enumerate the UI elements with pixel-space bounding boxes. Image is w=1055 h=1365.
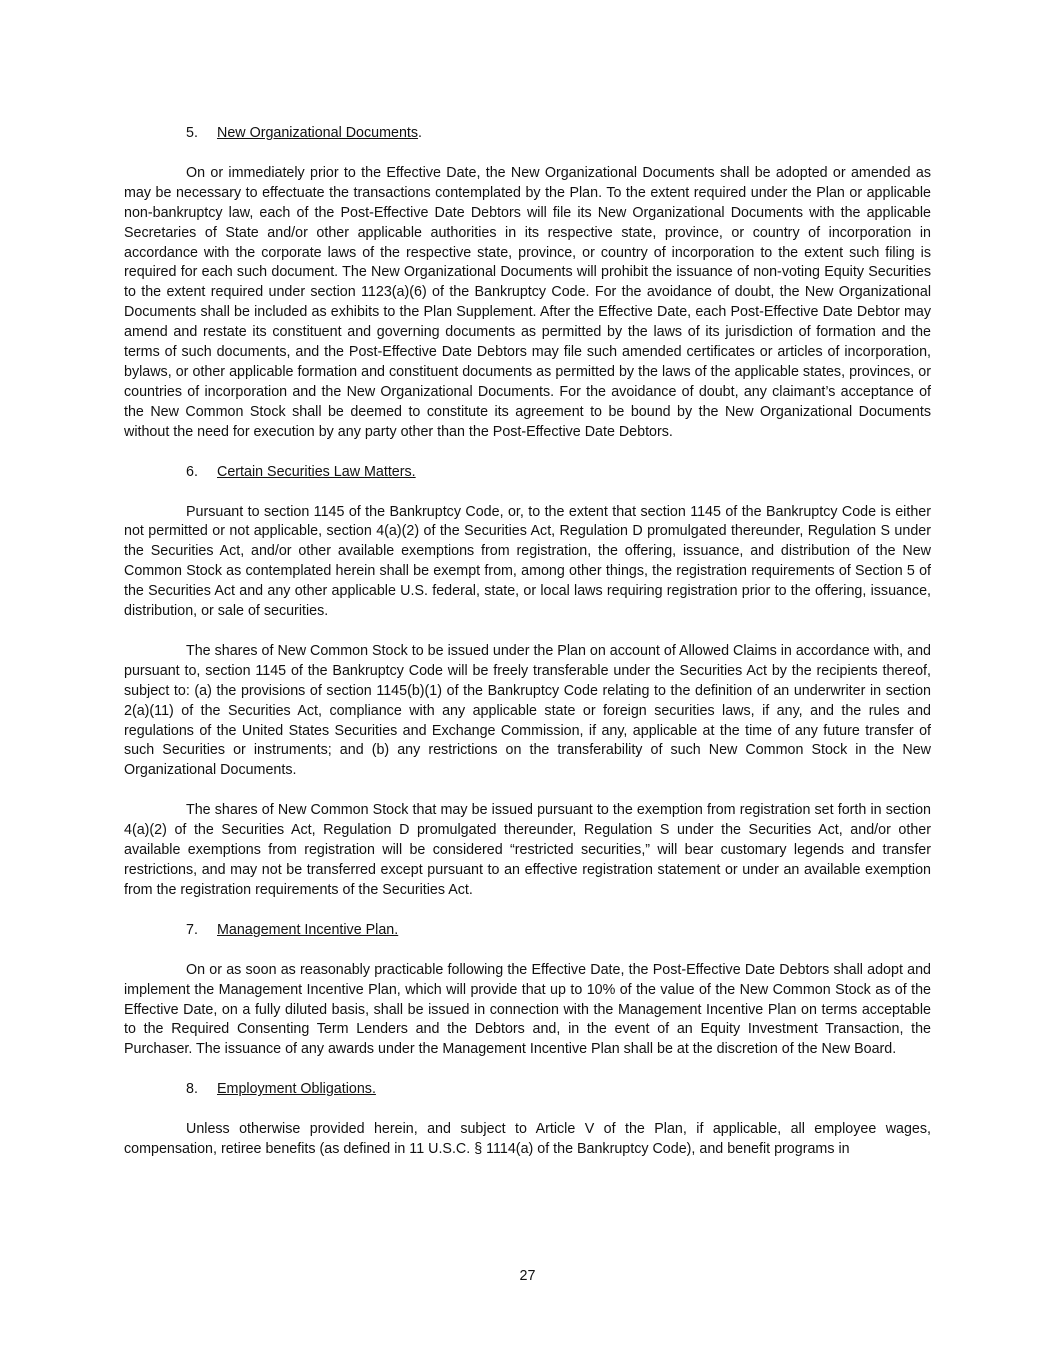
paragraph: Unless otherwise provided herein, and subject to Article V of the Plan, if applicable, all employee wages, compensation, retiree benefits (as defined in 11 U.S.C. § 1114(a) of the Bankruptcy Code), and benefit programs in (124, 1121, 931, 1158)
section-heading-8 (124, 1080, 931, 1100)
paragraph: On or as soon as reasonably practicable following the Effective Date, the Post-Effective Date Debtors shall adopt and implement the Management Incentive Plan, which will provide that up to 10% of the value of the New Common Stock as of the Effective Date, on a fully diluted basis, shall be issued in connection with the Management Incentive Plan on terms acceptable to the Required Consenting Term Lenders and the Debtors and, in the event of an Equity Investment Transaction, the Purchaser. The issuance of any awards under the Management Incentive Plan shall be at the discretion of the New Board. (124, 961, 931, 1058)
section-number: 7. (186, 921, 198, 938)
paragraph: On or immediately prior to the Effective Date, the New Organizational Documents shall be adopted or amended as may be necessary to effectuate the transactions contemplated by the Plan. To the extent required under the Plan or applicable non-bankruptcy law, each of the Post-Effective Date Debtors will file its New Organizational Documents with the applicable Secretaries of State and/or other applicable authorities in its respective state, province, or country of incorporation in accordance with the corporate laws of the respective state, province, or country of incorporation to the extent such filing is required for each such document. The New Organizational Documents will prohibit the issuance of non-voting Equity Securities to the extent required under section 1123(a)(6) of the Bankruptcy Code. For the avoidance of doubt, the New Organizational Documents shall be included as exhibits to the Plan Supplement. After the Effective Date, each Post-Effective Date Debtor may amend and restate its constituent and governing documents as permitted by the laws of its jurisdiction of formation and the terms of such documents, and the Post-Effective Date Debtors may file such amended certificates or articles of incorporation, bylaws, or other applicable formation and constituent documents as permitted by the laws of the applicable states, provinces, or countries of incorporation and the New Organizational Documents. For the avoidance of doubt, any claimant’s acceptance of the New Common Stock shall be deemed to constitute its agreement to be bound by the New Organizational Documents without the need for execution by any party other than the Post-Effective Date Debtors. (124, 164, 931, 440)
section-number: 5. (186, 125, 198, 141)
section-heading-6 (124, 463, 931, 483)
section-title: Certain Securities Law Matters. (217, 463, 416, 480)
paragraph: Pursuant to section 1145 of the Bankruptcy Code, or, to the extent that section 1145 of the Bankruptcy Code is either not permitted or not applicable, section 4(a)(2) of the Securities Act, Regulation D promulgated thereunder, Regulation S under the Securities Act, and/or other available exemptions from registration, the offering, issuance, and distribution of the New Common Stock as contemplated herein shall be exempt from, among other things, the registration requirements of Section 5 of the Securities Act and any other applicable U.S. federal, state, or local laws requiring registration prior to the offering, issuance, distribution, or sale of securities. (124, 503, 931, 620)
section-title: Management Incentive Plan. (217, 921, 399, 938)
section-heading-5 (124, 124, 931, 144)
section-title-period: . (418, 125, 423, 141)
section-heading-7 (124, 921, 931, 941)
section-number: 8. (186, 1081, 198, 1098)
document-page (124, 124, 931, 1180)
section-number: 6. (186, 463, 198, 480)
section-title: Employment Obligations. (217, 1081, 376, 1098)
section-title: New Organizational Documents (217, 125, 419, 141)
page-number: 27 (519, 1268, 536, 1284)
paragraph: The shares of New Common Stock to be issued under the Plan on account of Allowed Claims in accordance with, and pursuant to, section 1145 of the Bankruptcy Code will be freely transferable under the Securities Act by the recipients thereof, subject to: (a) the provisions of section 1145(b)(1) of the Bankruptcy Code relating to the definition of an underwriter in section 2(a)(11) of the Securities Act, compliance with any applicable state or foreign securities laws, if any, and the rules and regulations of the United States Securities and Exchange Commission, if any, applicable at the time of any future transfer of such Securities or instruments; and (b) any restrictions on the transferability of such New Common Stock in the New Organizational Documents. (124, 642, 931, 779)
paragraph: The shares of New Common Stock that may be issued pursuant to the exemption from registration set forth in section 4(a)(2) of the Securities Act, Regulation D promulgated thereunder, Regulation S under the Securities Act, and/or other available exemptions from registration will be considered “restricted securities,” will bear customary legends and transfer restrictions, and may not be transferred except pursuant to an effective registration statement or under an available exemption from the registration requirements of the Securities Act. (124, 802, 931, 898)
